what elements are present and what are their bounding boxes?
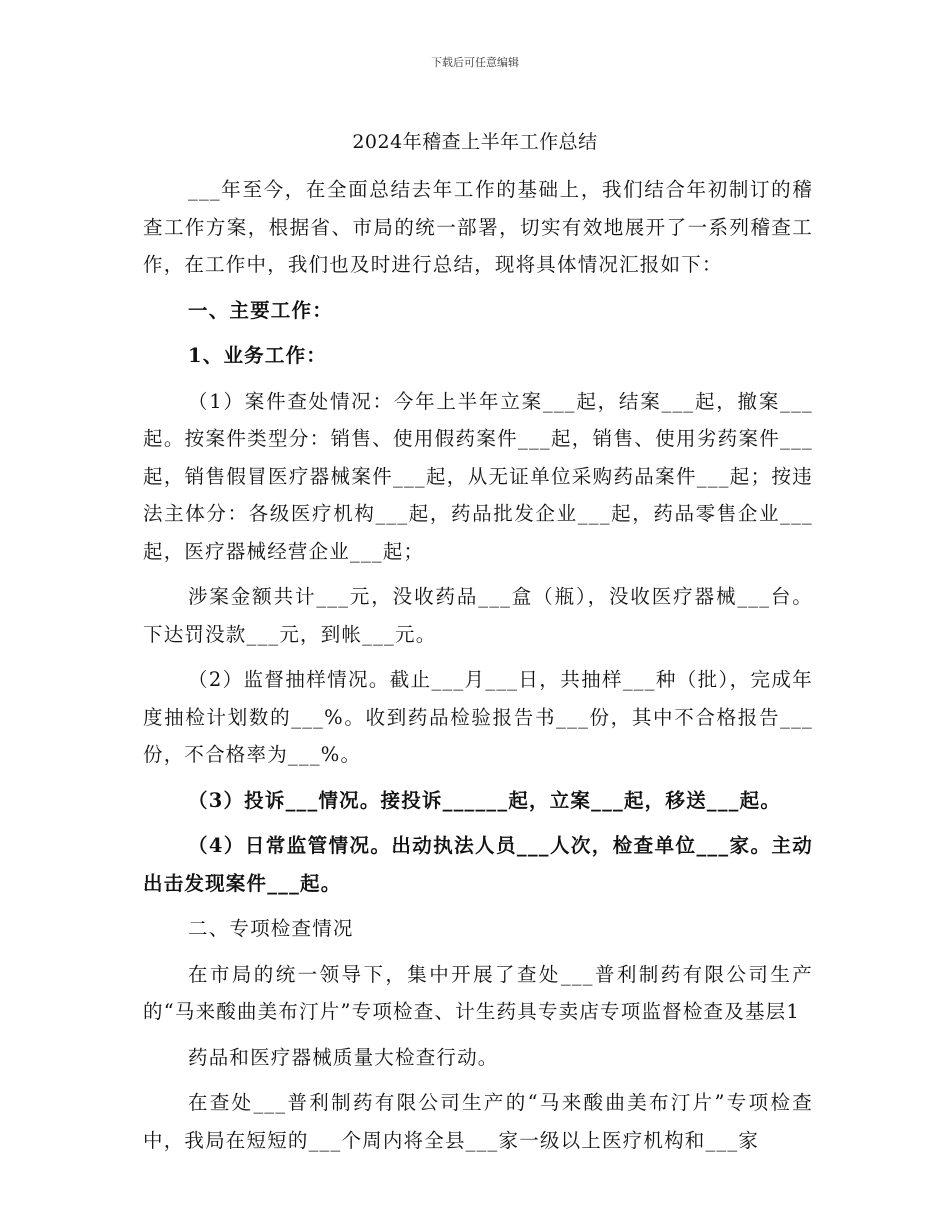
- sampling-paragraph: （2）监督抽样情况。截止___月___日，共抽样___种（批），完成年度抽检计划数的___%。收到药品检验报告书___份，其中不合格报告___份，不合格率为___%。: [143, 668, 813, 766]
- special-inspection-paragraph: 在市局的统一领导下，集中开展了查处___普利制药有限公司生产的“马来酸曲美布汀片”专项检查、计生药具专卖店专项监督检查及基层1: [143, 962, 813, 1023]
- case-amount-paragraph: 涉案金额共计___元，没收药品___盒（瓶），没收医疗器械___台。下达罚没款___元，到帐___元。: [143, 585, 813, 646]
- daily-supervision-paragraph: （4）日常监管情况。出动执法人员___人次，检查单位___家。主动出击发现案件___起。: [143, 834, 813, 895]
- section-heading-main-work: 一、主要工作：: [188, 298, 333, 322]
- quality-inspection-paragraph: 药品和医疗器械质量大检查行动。: [188, 1045, 499, 1069]
- intro-paragraph: ___年至今，在全面总结去年工作的基础上，我们结合年初制订的稽查工作方案，根据省、市局的统一部署，切实有效地展开了一系列稽查工作，在工作中，我们也及时进行总结，现将具体情况汇报如下：: [143, 178, 813, 276]
- document-body: [143, 171, 813, 1159]
- document-title: 2024年稽查上半年工作总结: [352, 131, 598, 153]
- investigation-paragraph: 在查处___普利制药有限公司生产的“马来酸曲美布汀片”专项检查中，我局在短短的___个周内将全县___家一级以上医疗机构和___家: [143, 1091, 813, 1152]
- section-heading-special-inspection: 二、专项检查情况: [188, 917, 354, 940]
- page-header-note: 下载后可任意编辑: [431, 56, 519, 69]
- case-handling-paragraph: （1）案件查处情况：今年上半年立案___起，结案___起，撤案___起。按案件类型分：销售、使用假药案件___起，销售、使用劣药案件___起，销售假冒医疗器械案件___起，从无证单位采购药品案件___起；按违法主体分：各级医疗机构___起，药品批发企业___起，药品零售企业___起，医疗器械经营企业___起；: [143, 389, 813, 563]
- subsection-heading-business: 1、业务工作：: [188, 344, 327, 367]
- complaint-paragraph: （3）投诉___情况。接投诉______起，立案___起，移送___起。: [188, 788, 782, 812]
